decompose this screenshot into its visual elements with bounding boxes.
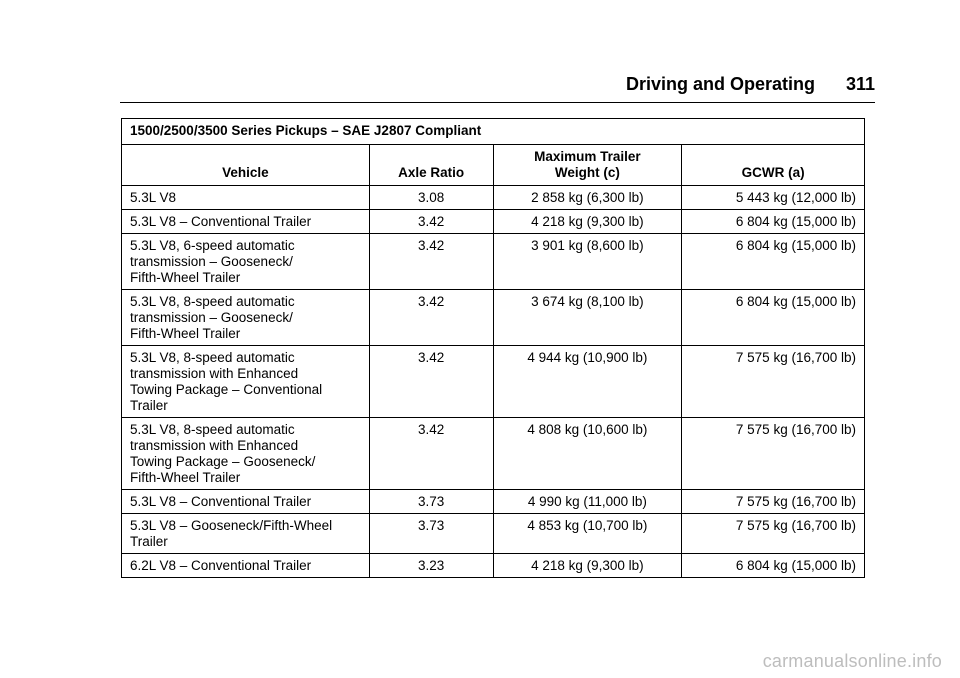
cell-max-trailer-weight: 2 858 kg (6,300 lb) xyxy=(493,186,682,210)
cell-max-trailer-weight: 4 218 kg (9,300 lb) xyxy=(493,210,682,234)
cell-axle-ratio: 3.42 xyxy=(369,346,493,418)
table-row xyxy=(122,234,865,290)
cell-max-trailer-weight: 4 218 kg (9,300 lb) xyxy=(493,554,682,578)
column-header-gcwr: GCWR (a) xyxy=(682,145,865,186)
cell-gcwr: 6 804 kg (15,000 lb) xyxy=(682,554,865,578)
table-header-row xyxy=(122,145,865,186)
table-caption: 1500/2500/3500 Series Pickups – SAE J2807 Compliant xyxy=(122,119,865,145)
page-header xyxy=(120,68,875,103)
cell-max-trailer-weight: 4 944 kg (10,900 lb) xyxy=(493,346,682,418)
cell-gcwr: 6 804 kg (15,000 lb) xyxy=(682,290,865,346)
cell-max-trailer-weight: 3 674 kg (8,100 lb) xyxy=(493,290,682,346)
cell-max-trailer-weight: 4 853 kg (10,700 lb) xyxy=(493,514,682,554)
cell-gcwr: 7 575 kg (16,700 lb) xyxy=(682,490,865,514)
table-row xyxy=(122,514,865,554)
page-number: 311 xyxy=(845,74,875,94)
table-row xyxy=(122,290,865,346)
cell-gcwr: 7 575 kg (16,700 lb) xyxy=(682,514,865,554)
cell-gcwr: 5 443 kg (12,000 lb) xyxy=(682,186,865,210)
cell-vehicle: 5.3L V8, 6-speed automatic transmission – Gooseneck/ Fifth-Wheel Trailer xyxy=(122,234,370,290)
cell-max-trailer-weight: 4 808 kg (10,600 lb) xyxy=(493,418,682,490)
cell-axle-ratio: 3.42 xyxy=(369,418,493,490)
cell-gcwr: 6 804 kg (15,000 lb) xyxy=(682,234,865,290)
column-header-vehicle: Vehicle xyxy=(122,145,370,186)
table-row xyxy=(122,490,865,514)
cell-vehicle: 5.3L V8, 8-speed automatic transmission with Enhanced Towing Package – Gooseneck/ Fifth-Wheel Trailer xyxy=(122,418,370,490)
cell-vehicle: 5.3L V8 – Conventional Trailer xyxy=(122,490,370,514)
cell-max-trailer-weight: 3 901 kg (8,600 lb) xyxy=(493,234,682,290)
table-body xyxy=(122,186,865,578)
column-header-max-trailer-weight: Maximum Trailer Weight (c) xyxy=(493,145,682,186)
cell-vehicle: 5.3L V8, 8-speed automatic transmission – Gooseneck/ Fifth-Wheel Trailer xyxy=(122,290,370,346)
cell-vehicle: 5.3L V8 xyxy=(122,186,370,210)
cell-gcwr: 6 804 kg (15,000 lb) xyxy=(682,210,865,234)
cell-axle-ratio: 3.73 xyxy=(369,490,493,514)
cell-vehicle: 6.2L V8 – Conventional Trailer xyxy=(122,554,370,578)
table-row xyxy=(122,186,865,210)
cell-axle-ratio: 3.73 xyxy=(369,514,493,554)
watermark-text: carmanualsonline.info xyxy=(762,651,942,671)
cell-max-trailer-weight: 4 990 kg (11,000 lb) xyxy=(493,490,682,514)
cell-vehicle: 5.3L V8, 8-speed automatic transmission with Enhanced Towing Package – Conventional Trailer xyxy=(122,346,370,418)
section-title: Driving and Operating xyxy=(625,74,815,94)
table-row xyxy=(122,554,865,578)
cell-axle-ratio: 3.08 xyxy=(369,186,493,210)
cell-vehicle: 5.3L V8 – Conventional Trailer xyxy=(122,210,370,234)
column-header-axle-ratio: Axle Ratio xyxy=(369,145,493,186)
cell-axle-ratio: 3.23 xyxy=(369,554,493,578)
cell-gcwr: 7 575 kg (16,700 lb) xyxy=(682,418,865,490)
cell-axle-ratio: 3.42 xyxy=(369,290,493,346)
cell-axle-ratio: 3.42 xyxy=(369,210,493,234)
cell-axle-ratio: 3.42 xyxy=(369,234,493,290)
cell-vehicle: 5.3L V8 – Gooseneck/Fifth-Wheel Trailer xyxy=(122,514,370,554)
table-row xyxy=(122,418,865,490)
cell-gcwr: 7 575 kg (16,700 lb) xyxy=(682,346,865,418)
trailer-weight-table xyxy=(121,118,865,578)
table-row xyxy=(122,210,865,234)
table-row xyxy=(122,346,865,418)
